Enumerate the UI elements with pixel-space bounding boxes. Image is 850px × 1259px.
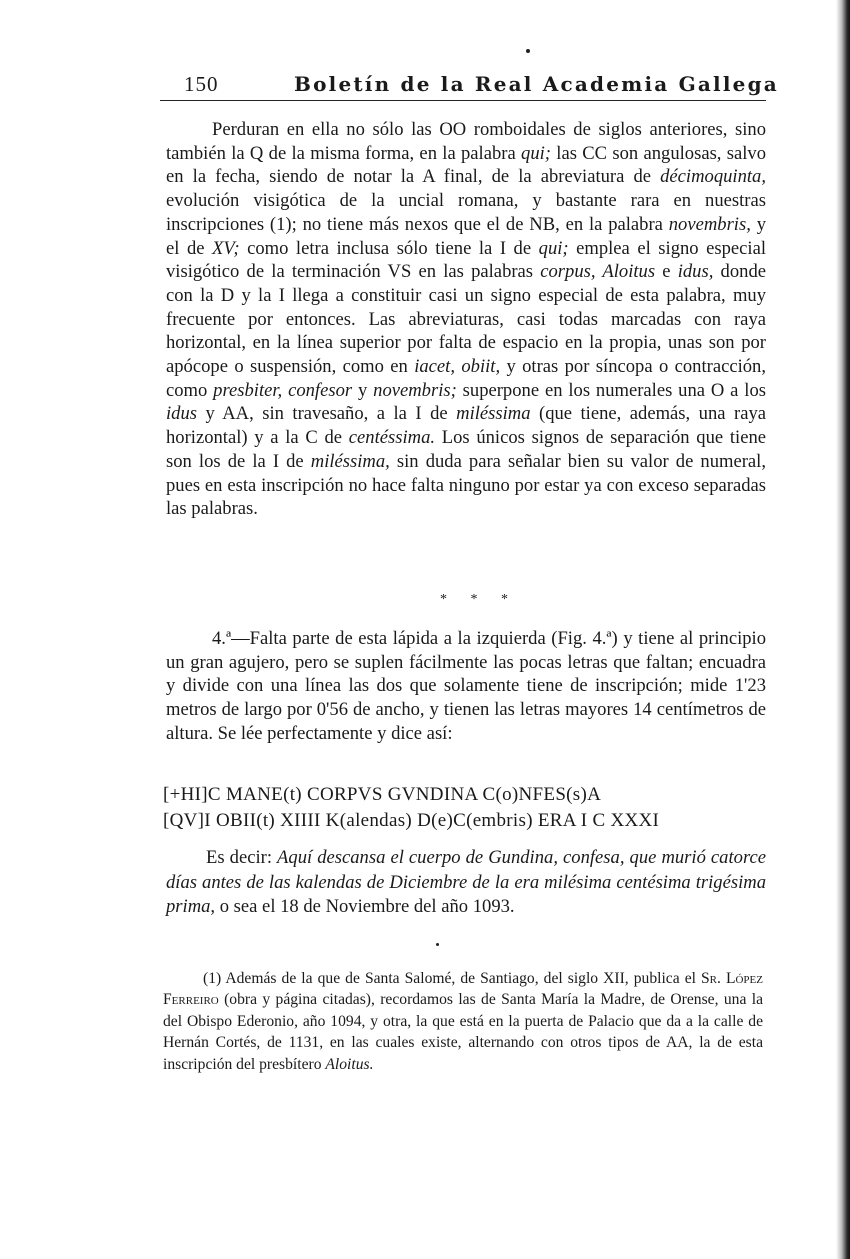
page-header [160,70,779,101]
small-caps-run: Sr. López Ferreiro [163,970,763,1009]
footnote [163,968,763,1075]
italic-run: idus, [677,261,714,283]
italic-run: novembris, [668,213,751,235]
text-run: Es decir: [206,847,278,868]
inscription-line-2: [QV]I OBII(t) XIIII K(alendas) D(e)C(embris) ERA I C XXXI [163,810,660,831]
running-title: Boletín de la Real Academia Gallega [294,72,779,96]
italic-run: décimoquinta, [660,166,766,188]
speck [526,49,530,53]
paragraph-2-text: 4.ª—Falta parte de esta lápida a la izquierda (Fig. 4.ª) y tiene al principio un gran agujero, pero se suplen fácilmente las pocas letras que faltan; encuadra y divide con una línea las dos que solamente tiene de inscripción; mide 1'23 metros de largo por 0'56 de ancho, y tienen las letras mayores 14 centímetros de altura. Se lée perfectamente y dice así: [166,628,766,744]
italic-run: centéssima. [348,427,436,449]
text-run: las CC son angulosas, salvo en la fecha, siendo de notar la A final, de la abreviatura de [166,142,767,188]
italic-run: qui; [538,237,569,259]
italic-run: Aloitus. [325,1055,374,1073]
italic-run: novembris; [373,379,457,401]
text-run: y el de [166,213,766,259]
text-run: donde con la D y la I llega a constituir casi un signo especial de esta palabra, muy frecuente por entonces. Las abreviaturas, casi todas marcadas con raya horizontal, en la línea superior por falta de espacio en la propia, unas son por apócope o suspensión, como en [166,261,766,378]
text-run: emplea el signo especial visigótico de la terminación VS en las palabras [166,237,766,283]
text-run: Perduran en ella no sólo las OO romboidales de siglos anteriores, sino también la Q de la misma forma, en la palabra [166,119,766,164]
text-run: Los únicos signos de separación que tiene son los de la I de [166,427,766,472]
italic-run: miléssima, [310,450,390,472]
text-run: evolución visigótica de la uncial romana, y bastante rara en nuestras inscripciones (1); no tiene más nexos que el de NB, en la palabra [166,190,766,235]
italic-run: qui; [521,142,551,164]
text-run: (1) Además de la que de Santa Salomé, de Santiago, del siglo XII, publica el [203,970,701,987]
text-run: e [655,261,678,283]
italic-run: iacet, obiit, [414,356,501,378]
paragraph-1 [166,118,766,521]
scan-edge-shadow [836,0,850,1259]
italic-run: XV; [212,237,240,259]
text-run: y [352,379,374,401]
text-run: o sea el 18 de Noviembre del año 1093. [215,896,515,917]
paragraph-2 [166,627,766,746]
text-run: sin duda para señalar bien su valor de numeral, pues en esta inscripción no hace falta ninguno por estar ya con exceso separadas las palabras. [166,450,766,520]
text-run: y AA, sin travesaño, a la I de [197,403,457,425]
text-run: (obra y página citadas), recordamos las de Santa María la Madre, de Orense, una la del Obispo Ederonio, año 1094, y otra, la que está en la puerta de Palacio que da a la calle de Hernán Cortés, de 1131, en las cuales existe, alternando con otros tipos de AA, la de esta inscripción del presbítero [163,991,763,1073]
text-run: (que tiene, además, una raya horizontal) y a la C de [166,403,766,449]
inscription-line-1: [+HI]C MANE(t) CORPVS GVNDINA C(o)NFES(s)A [163,784,602,805]
page-number: 150 [184,72,219,96]
text-run: superpone en los numerales una O a los [456,379,766,401]
text-run: como letra inclusa sólo tiene la I de [239,237,539,259]
italic-run: miléssima [456,403,531,425]
section-asterism: * * * [440,592,518,607]
paragraph-3 [166,846,766,920]
italic-run: Aquí descansa el cuerpo de Gundina, confesa, que murió catorce días antes de las kalendas de Diciembre de la era milésima centésima trigésima prima, [166,847,766,917]
text-run: y otras por síncopa o contracción, como [166,356,766,401]
italic-run: presbiter, confesor [213,379,353,401]
italic-run: corpus, Aloitus [540,261,656,283]
speck [436,943,439,946]
italic-run: idus [166,403,197,425]
